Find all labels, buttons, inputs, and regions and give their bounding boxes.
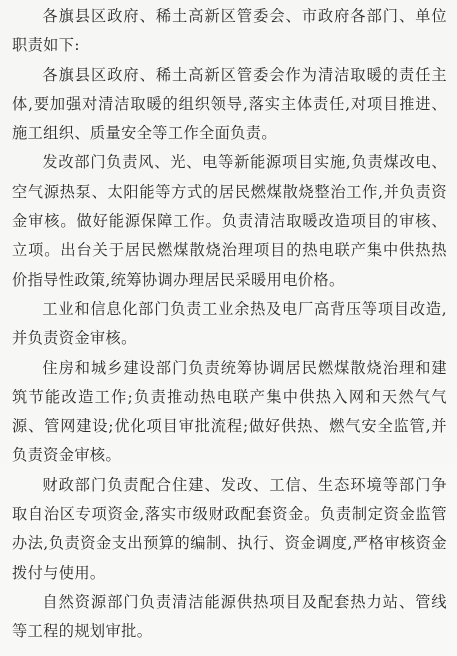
paragraph-industry-it: 工业和信息化部门负责工业余热及电厂高背压等项目改造,并负责资金审核。 [12, 299, 447, 348]
paragraph-county-governments: 各旗县区政府、稀土高新区管委会作为清洁取暖的责任主体,要加强对清洁取暖的组织领导,落实主体责任,对项目推进、施工组织、质量安全等工作全面负责。 [12, 65, 447, 143]
paragraph-natural-resources: 自然资源部门负责清洁能源供热项目及配套热力站、管线等工程的规划审批。 [12, 592, 447, 641]
paragraph-development-reform: 发改部门负责风、光、电等新能源项目实施,负责煤改电、空气源热泵、太阳能等方式的居民燃煤散烧整治工作,并负责资金审核。做好能源保障工作。负责清洁取暖改造项目的审核、立项。出台关于居民燃煤散烧治理项目的热电联产集中供热热价指导性政策,统筹协调办理居民采暖用电价格。 [12, 153, 447, 289]
paragraph-finance: 财政部门负责配合住建、发改、工信、生态环境等部门争取自治区专项资金,落实市级财政配套资金。负责制定资金监管办法,负责资金支出预算的编制、执行、资金调度,严格审核资金拨付与使用。 [12, 475, 447, 582]
paragraph-housing-construction: 住房和城乡建设部门负责统筹协调居民燃煤散烧治理和建筑节能改造工作;负责推动热电联产集中供热入网和天然气气源、管网建设;优化项目审批流程;做好供热、燃气安全监管,并负责资金审核。 [12, 358, 447, 465]
intro-paragraph: 各旗县区政府、稀土高新区管委会、市政府各部门、单位职责如下: [12, 7, 447, 55]
